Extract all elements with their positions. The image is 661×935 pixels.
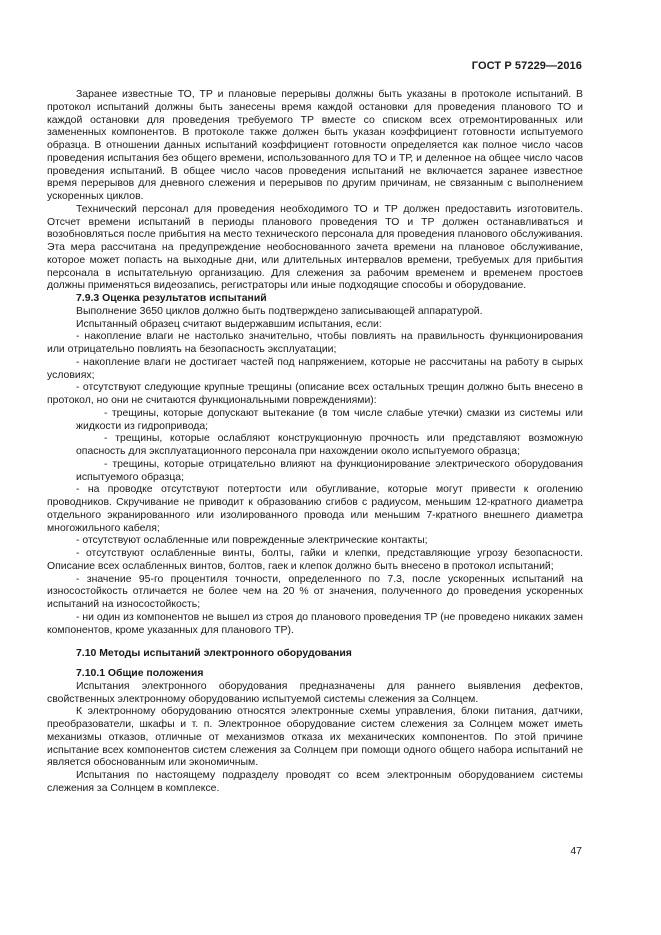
list-item: - накопление влаги не достигает частей под напряжением, которые не рассчитаны на работу в сырых условиях; bbox=[47, 356, 583, 381]
sub-list-item: - трещины, которые ослабляют конструкционную прочность или представляют возможную опасность для эксплуатационного персонала при нахождении около испытуемого образца; bbox=[76, 433, 583, 457]
section-heading: 7.9.3 Оценка результатов испытаний bbox=[76, 293, 267, 304]
subsection-heading: 7.10.1 Общие положения bbox=[76, 668, 204, 679]
list-item: - ни один из компонентов не вышел из строя до планового проведения ТР (не проведено никаких замен компонентов, кроме указанных для планового ТР). bbox=[47, 611, 583, 636]
paragraph: К электронному оборудованию относятся электронные схемы управления, блоки питания, датчики, преобразователи, шкафы и т. п. Электронное оборудование систем слежения за Солнцем может иметь механизмы отказов, отличные от механизмов отказа их механических компонентов. По этой причине испытание всех компонентов систем слежения за Солнцем при помощи одного общего набора испытаний не является обоснованным или экономичным. bbox=[47, 706, 583, 769]
paragraph: Технический персонал для проведения необходимого ТО и ТР должен предоставить изготовитель. Отсчет времени испытаний в периоды планового проведения ТО и ТР должен останавливаться и возобновляться после прибытия на место технического персонала для проведения планового обслуживания. Эта мера рассчитана на предупреждение необоснованного зачета времени на плановое обслуживание, которое может попасть на выходные дни, или длительных интервалов времени, требуемых для прибытия персонала в испытательную организацию. Для слежения за рабочим временем и временем простоев должны применяться видеозапись, регистраторы или иные подходящие способы и оборудование. bbox=[47, 203, 583, 292]
document-body bbox=[47, 89, 583, 796]
paragraph: Выполнение 3650 циклов должно быть подтверждено записывающей аппаратурой. bbox=[76, 305, 483, 317]
list-item: - накопление влаги не настолько значительно, чтобы повлиять на правильность функционирования или отрицательно повлиять на безопасность эксплуатации; bbox=[47, 331, 583, 355]
section-heading: 7.10 Методы испытаний электронного оборудования bbox=[76, 648, 352, 660]
sub-list-item: - трещины, которые отрицательно влияют на функционирование электрического оборудования испытуемого образца; bbox=[76, 458, 583, 483]
list-item: - отсутствуют ослабленные или поврежденные электрические контакты; bbox=[76, 535, 428, 547]
page-number: 47 bbox=[570, 845, 582, 857]
list-item: - отсутствуют ослабленные винты, болты, гайки и клепки, представляющие угрозу безопасности. Описание всех ослабленных винтов, болтов, гаек и клепок должно быть внесено в протокол испытаний; bbox=[47, 548, 583, 572]
paragraph: Испытанный образец считают выдержавшим испытания, если: bbox=[76, 318, 382, 330]
sub-list-item: - трещины, которые допускают вытекание (в том числе слабые утечки) смазки из системы или жидкости из гидропривода; bbox=[76, 407, 583, 432]
list-item: - на проводке отсутствуют потертости или обугливание, которые могут привести к оголению проводников. Скручивание не приводит к образованию сгибов с радиусом, меньшим 12-кратного диаметра отдельного экранированного или изолированного провода или меньшим 7-кратного внешнего диаметра многожильного кабеля; bbox=[47, 484, 583, 534]
list-item: - отсутствуют следующие крупные трещины (описание всех остальных трещин должно быть внесено в протокол, но они не считаются функциональными повреждениями): bbox=[47, 382, 583, 406]
standard-header: ГОСТ Р 57229—2016 bbox=[471, 60, 582, 72]
paragraph: Испытания по настоящему подразделу проводят со всем электронным оборудованием системы слежения за Солнцем в комплексе. bbox=[47, 770, 583, 794]
paragraph: Заранее известные ТО, ТР и плановые перерывы должны быть указаны в протоколе испытаний. В протокол испытаний должны быть занесены время каждой остановки для проведения планового ТО и каждой остановки для проведения требуемого ТР вместе со списком всех отремонтированных или замененных компонентов. В протоколе также должен быть указан коэффициент готовности испытуемого образца. В отношении данных испытаний коэффициент готовности определяется как полное число часов проведения испытания без общего времени, использованного для ТО и ТР, и деленное на общее число часов проведения испытаний. В общее число часов проведения испытаний не включается заранее известное время перерывов для дневного слежения и перерывов по другим причинам, не связанным с выполнением ускоренных циклов. bbox=[47, 89, 583, 202]
paragraph: Испытания электронного оборудования предназначены для раннего выявления дефектов, свойственных электронному оборудованию испытуемой системы слежения за Солнцем. bbox=[47, 680, 583, 705]
list-item: - значение 95-го процентиля точности, определенного по 7.3, после ускоренных испытаний на износостойкость отличается не более чем на 20 % от значения, полученного до проведения ускоренных испытаний на износостойкость; bbox=[47, 573, 583, 610]
